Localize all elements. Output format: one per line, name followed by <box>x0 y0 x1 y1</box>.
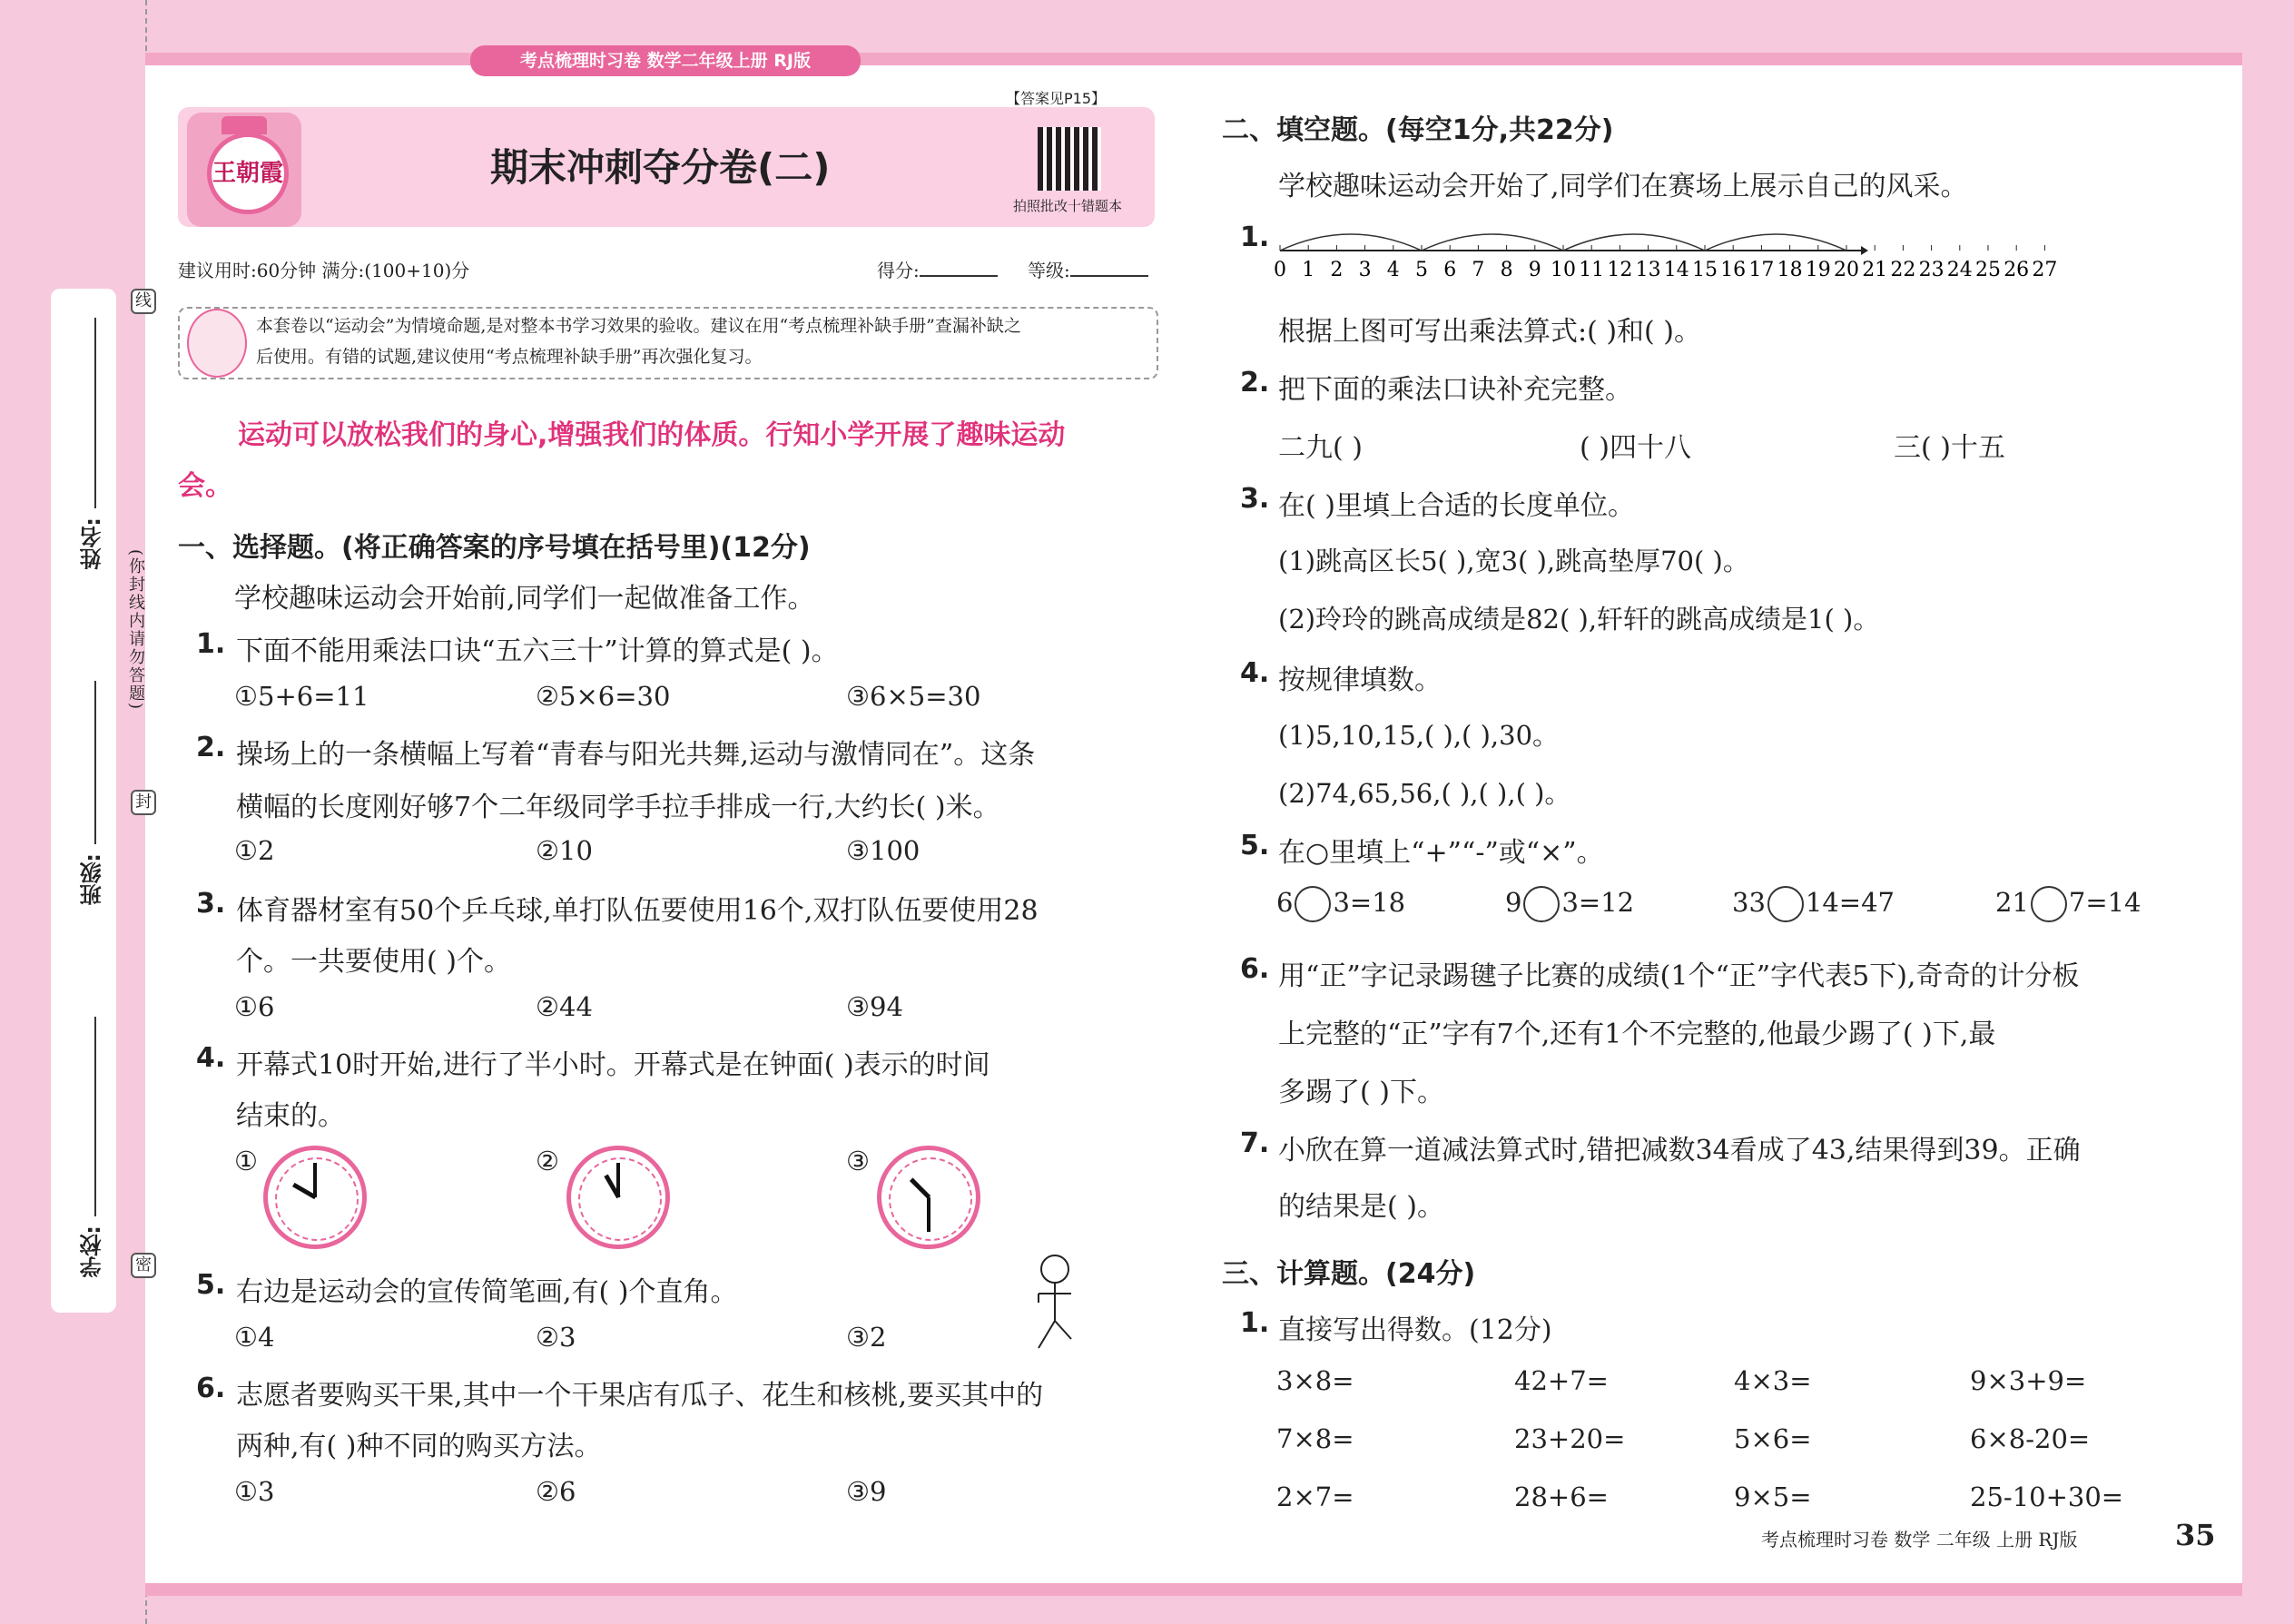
name-field[interactable] <box>94 318 96 508</box>
q4-number: 4. <box>196 1042 226 1074</box>
clock-option-3-icon[interactable] <box>877 1146 980 1249</box>
q1-option-3[interactable]: ③6×5=30 <box>846 681 981 712</box>
clock-option-2-icon[interactable] <box>566 1146 670 1249</box>
tick-label: 11 <box>1579 259 1605 281</box>
number-line <box>1274 218 2058 281</box>
calc-item[interactable]: 6×8-20= <box>1970 1423 2091 1454</box>
intro-line-1: 运动可以放松我们的身心,增强我们的体质。行知小学开展了趣味运动 <box>238 419 1066 451</box>
answer-reference: 【答案见P15】 <box>1006 90 1107 107</box>
series-banner: 考点梳理时习卷 数学二年级上册 RJ版 <box>470 45 861 76</box>
school-label: 学校: <box>80 1225 105 1278</box>
logo-text: 王朝霞 <box>207 133 289 214</box>
tick-label: 20 <box>1834 259 1859 281</box>
q1-text: 下面不能用乘法口诀“五六三十”计算的算式是( )。 <box>236 635 839 667</box>
seal-line: 线 <box>131 289 156 314</box>
q4-line-1: 开幕式10时开始,进行了半小时。开幕式是在钟面( )表示的时间 <box>236 1049 990 1081</box>
q4-option-1[interactable]: ① <box>234 1146 258 1176</box>
paper-sheet <box>145 53 2242 1596</box>
s2-q3-a[interactable]: (1)跳高区长5( ),宽3( ),跳高垫厚70( )。 <box>1278 546 1749 576</box>
tick-label: 21 <box>1862 259 1888 281</box>
s2-q5-item-2: 9 3=12 <box>1505 886 1634 922</box>
q1-number: 1. <box>196 628 226 660</box>
tick-label: 22 <box>1890 259 1916 281</box>
q2-option-3[interactable]: ③100 <box>846 835 921 866</box>
section-3-title: 三、计算题。(24分) <box>1222 1258 1476 1290</box>
calc-item[interactable]: 28+6= <box>1514 1481 1609 1512</box>
section-2-title: 二、填空题。(每空1分,共22分) <box>1222 114 1614 146</box>
s2-q2-text: 把下面的乘法口诀补充完整。 <box>1278 374 1632 406</box>
tick-label: 8 <box>1500 259 1513 281</box>
calc-item[interactable]: 3×8= <box>1276 1365 1354 1396</box>
s2-q2-item-3[interactable]: 三( )十五 <box>1894 432 2005 464</box>
s2-q5-item-3: 33 14=47 <box>1732 886 1895 922</box>
s2-q1-text: 根据上图可写出乘法算式:( )和( )。 <box>1278 316 1701 348</box>
q4-line-2: 结束的。 <box>236 1100 345 1132</box>
q5-option-3[interactable]: ③2 <box>846 1322 887 1353</box>
s2-q4-b[interactable]: (2)74,65,56,( ),( ),( )。 <box>1278 778 1571 809</box>
qr-caption: 拍照批改十错题本 <box>1013 198 1123 214</box>
tick-label: 2 <box>1330 259 1344 281</box>
s3-q1-text: 直接写出得数。(12分) <box>1278 1314 1552 1346</box>
tick-label: 7 <box>1472 259 1485 281</box>
s2-q6-line-2: 上完整的“正”字有7个,还有1个不完整的,他最少踢了( )下,最 <box>1278 1019 1996 1050</box>
calc-item[interactable]: 23+20= <box>1514 1423 1626 1454</box>
tick-label: 17 <box>1748 259 1775 281</box>
tick-label: 18 <box>1777 259 1803 281</box>
calc-item[interactable]: 7×8= <box>1276 1423 1354 1454</box>
score-label: 得分: <box>877 256 998 282</box>
tick-label: 16 <box>1720 259 1747 281</box>
s2-q1-number: 1. <box>1240 221 1270 253</box>
s2-q5-item-4: 21 7=14 <box>1995 886 2141 922</box>
q6-option-3[interactable]: ③9 <box>846 1476 887 1507</box>
s2-q4-number: 4. <box>1240 657 1270 689</box>
calc-item[interactable]: 9×3+9= <box>1970 1365 2087 1396</box>
girl-mascot-icon <box>187 309 247 378</box>
s2-q2-item-1[interactable]: 二九( ) <box>1278 432 1363 464</box>
s2-q5-number: 5. <box>1240 830 1270 861</box>
q3-line-2: 个。一共要使用( )个。 <box>236 946 511 978</box>
s2-q6-number: 6. <box>1240 953 1270 985</box>
tick-label: 10 <box>1551 259 1576 281</box>
section-1-context: 学校趣味运动会开始前,同学们一起做准备工作。 <box>234 583 815 615</box>
q2-number: 2. <box>196 732 226 763</box>
s2-q5-item-1: 6 3=18 <box>1276 886 1405 922</box>
s2-q7-line-1: 小欣在算一道减法算式时,错把减数34看成了43,结果得到39。正确 <box>1278 1135 2081 1166</box>
s2-q3-number: 3. <box>1240 483 1270 515</box>
s2-q3-b[interactable]: (2)玲玲的跳高成绩是82( ),轩轩的跳高成绩是1( )。 <box>1278 604 1880 635</box>
q6-option-2[interactable]: ②6 <box>536 1476 576 1507</box>
s2-q7-line-2: 的结果是( )。 <box>1278 1191 1444 1223</box>
calc-item[interactable]: 42+7= <box>1514 1365 1609 1396</box>
s3-q1-number: 1. <box>1240 1307 1270 1339</box>
calc-item[interactable]: 5×6= <box>1734 1423 1812 1454</box>
clock-minute-hand <box>313 1163 317 1197</box>
page-title: 期末冲刺夺分卷(二) <box>490 145 831 190</box>
q3-number: 3. <box>196 888 226 920</box>
tick-label: 13 <box>1635 259 1661 281</box>
s2-q4-text: 按规律填数。 <box>1278 664 1442 696</box>
s2-q7-number: 7. <box>1240 1127 1270 1159</box>
clock-minute-hand <box>927 1197 930 1232</box>
student-info-strip <box>51 289 116 1313</box>
tick-label: 14 <box>1663 259 1689 281</box>
tick-label: 24 <box>1946 259 1973 281</box>
footer-text: 考点梳理时习卷 数学 二年级 上册 RJ版 <box>1761 1529 2078 1550</box>
q5-option-1[interactable]: ①4 <box>234 1322 275 1353</box>
q6-line-2: 两种,有( )种不同的购买方法。 <box>236 1431 602 1462</box>
tick-label: 6 <box>1443 259 1457 281</box>
publisher-logo <box>187 113 301 227</box>
s2-q2-number: 2. <box>1240 367 1270 399</box>
q6-option-1[interactable]: ①3 <box>234 1476 275 1507</box>
clock-option-1-icon[interactable] <box>263 1146 367 1249</box>
operator-circle[interactable] <box>1295 886 1331 922</box>
tick-label: 5 <box>1415 259 1428 281</box>
tick-label: 3 <box>1358 259 1372 281</box>
calc-item[interactable]: 9×5= <box>1734 1481 1812 1512</box>
q1-option-2[interactable]: ②5×6=30 <box>536 681 671 712</box>
q2-option-1[interactable]: ①2 <box>234 835 275 866</box>
instructions-line-1: 本套卷以“运动会”为情境命题,是对整本书学习效果的验收。建议在用“考点梳理补缺手册”查漏补缺之 <box>256 316 1021 336</box>
intro-line-2: 会。 <box>178 470 232 502</box>
tick-label: 15 <box>1692 259 1718 281</box>
tick-label: 4 <box>1386 259 1400 281</box>
calc-item[interactable]: 25-10+30= <box>1970 1481 2124 1512</box>
operator-circle[interactable] <box>1523 886 1560 922</box>
q3-option-2[interactable]: ②44 <box>536 991 593 1022</box>
q2-line-1: 操场上的一条横幅上写着“青春与阳光共舞,运动与激情同在”。这条 <box>236 739 1036 771</box>
tick-label: 27 <box>2032 259 2058 281</box>
calc-item[interactable]: 4×3= <box>1734 1365 1812 1396</box>
operator-circle[interactable] <box>2031 886 2067 922</box>
q5-number: 5. <box>196 1269 226 1301</box>
s2-q2-item-2[interactable]: ( )四十八 <box>1580 432 1691 464</box>
class-field[interactable] <box>94 681 96 844</box>
tick-label: 9 <box>1528 259 1541 281</box>
section-2-context: 学校趣味运动会开始了,同学们在赛场上展示自己的风采。 <box>1278 171 1968 202</box>
grade-field[interactable] <box>1070 275 1148 277</box>
q1-option-1[interactable]: ①5+6=11 <box>234 681 369 712</box>
q4-option-2[interactable]: ② <box>536 1146 559 1176</box>
q3-line-1: 体育器材室有50个乒乓球,单打队伍要使用16个,双打队伍要使用28 <box>236 895 1039 927</box>
grade-label: 等级: <box>1028 256 1148 282</box>
seal-dense: 密 <box>131 1253 156 1278</box>
name-label: 姓名: <box>80 517 105 570</box>
operator-circle[interactable] <box>1767 886 1804 922</box>
seal-seal: 封 <box>131 790 156 815</box>
school-field[interactable] <box>94 1017 96 1216</box>
q4-option-3[interactable]: ③ <box>846 1146 870 1176</box>
score-field[interactable] <box>920 275 998 277</box>
q3-option-3[interactable]: ③94 <box>846 991 903 1022</box>
q2-option-2[interactable]: ②10 <box>536 835 593 866</box>
tick-label: 1 <box>1302 259 1315 281</box>
stick-figure-icon <box>1026 1253 1080 1353</box>
instructions-line-2: 后使用。有错的试题,建议使用“考点梳理补缺手册”再次强化复习。 <box>256 347 763 367</box>
time-and-score: 建议用时:60分钟 满分:(100+10)分 <box>178 260 470 281</box>
page-number: 35 <box>2175 1518 2216 1552</box>
s2-q5-text: 在○里填上“+”“-”或“×”。 <box>1278 837 1604 869</box>
s2-q6-line-3: 多踢了( )下。 <box>1278 1077 1444 1108</box>
s2-q3-text: 在( )里填上合适的长度单位。 <box>1278 490 1635 522</box>
s2-q4-a[interactable]: (1)5,10,15,( ),( ),30。 <box>1278 720 1560 751</box>
tick-label: 25 <box>1975 259 2001 281</box>
class-label: 班级: <box>80 853 105 906</box>
s2-q6-line-1: 用“正”字记录踢毽子比赛的成绩(1个“正”字代表5下),奇奇的计分板 <box>1278 960 2080 992</box>
qr-code-icon[interactable] <box>1038 127 1101 191</box>
crown-icon <box>222 116 267 134</box>
q6-number: 6. <box>196 1373 226 1404</box>
q6-line-1: 志愿者要购买干果,其中一个干果店有瓜子、花生和核桃,要买其中的 <box>236 1380 1044 1412</box>
tick-label: 26 <box>2004 259 2030 281</box>
tick-label: 19 <box>1805 259 1831 281</box>
calc-item[interactable]: 2×7= <box>1276 1481 1354 1512</box>
tick-label: 0 <box>1274 259 1286 281</box>
tick-label: 12 <box>1607 259 1633 281</box>
section-1-title: 一、选择题。(将正确答案的序号填在括号里)(12分) <box>178 532 811 564</box>
q2-line-2: 横幅的长度刚好够7个二年级同学手拉手排成一行,大约长( )米。 <box>236 792 1000 823</box>
do-not-answer-note: (你封线内请勿答题) <box>126 549 145 712</box>
q5-option-2[interactable]: ②3 <box>536 1322 576 1353</box>
q3-option-1[interactable]: ①6 <box>234 991 275 1022</box>
tick-label: 23 <box>1918 259 1944 281</box>
q5-text: 右边是运动会的宣传简笔画,有( )个直角。 <box>236 1276 738 1308</box>
